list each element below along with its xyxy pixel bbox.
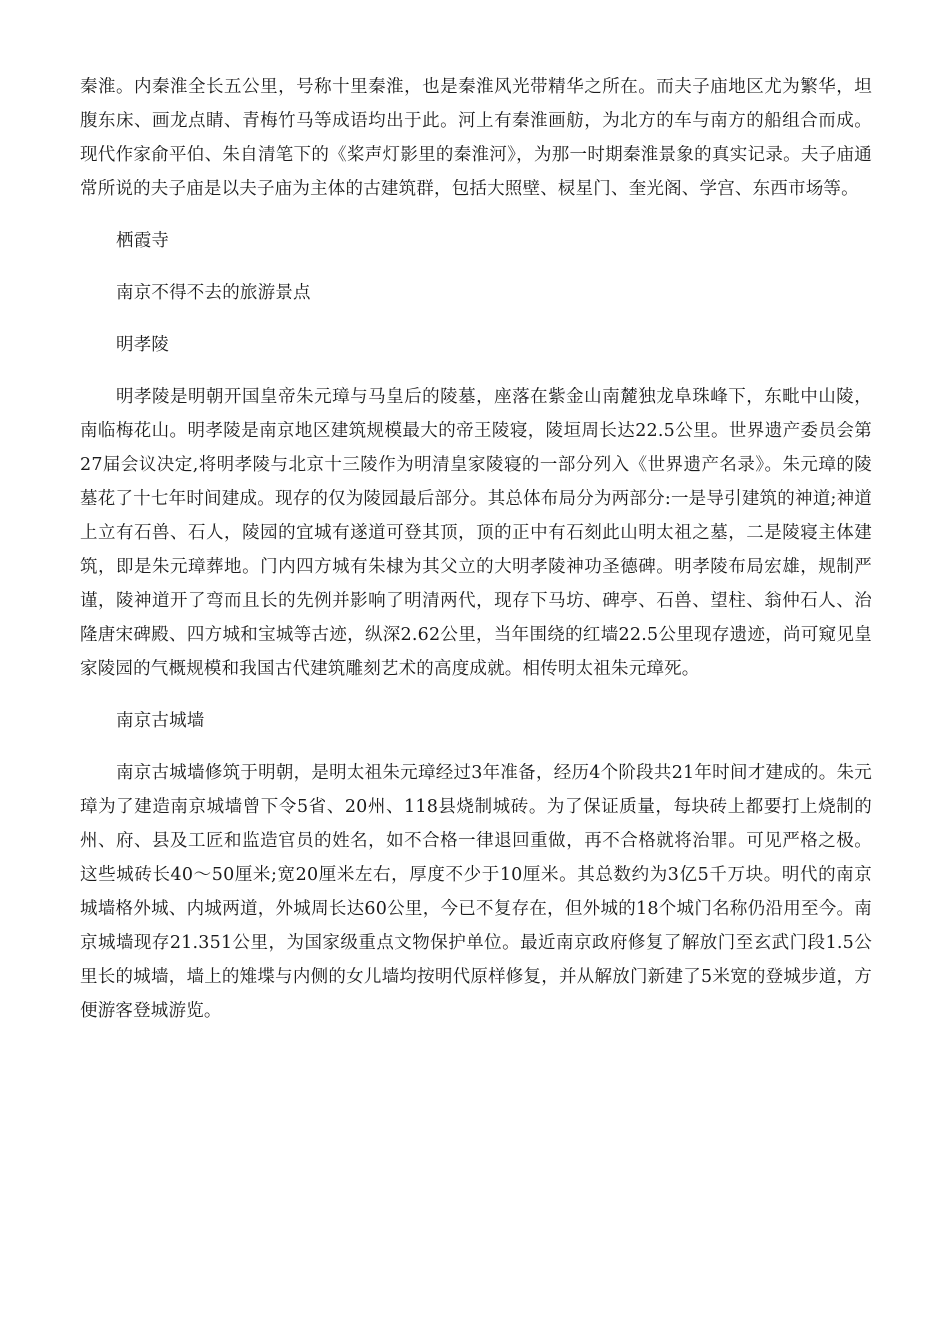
document-page [80,70,872,1028]
qixia-temple-heading: 栖霞寺 [116,231,170,251]
mingxiaoling-heading: 明孝陵 [116,335,170,355]
city-wall-heading: 南京古城墙 [116,711,205,731]
city-wall-paragraph: 南京古城墙修筑于明朝，是明太祖朱元璋经过3年准备，经历4个阶段共21年时间才建成的。朱元璋为了建造南京城墙曾下令5省、20州、118县烧制城砖。为了保证质量，每块砖上都要打上烧制的州、府、县及工匠和监造官员的姓名，如不合格一律退回重做，再不合格就将治罪。可见严格之极。这些城砖长40～50厘米;宽20厘米左右，厚度不少于10厘米。其总数约为3亿5千万块。明代的南京城墙格外城、内城两道，外城周长达60公里，今已不复存在，但外城的18个城门名称仍沿用至今。南京城墙现存21.351公里，为国家级重点文物保护单位。最近南京政府修复了解放门至玄武门段1.5公里长的城墙，墙上的雉堞与内侧的女儿墙均按明代原样修复，并从解放门新建了5米宽的登城步道，方便游客登城游览。 [80,763,872,1021]
qinhuai-paragraph: 秦淮。内秦淮全长五公里，号称十里秦淮，也是秦淮风光带精华之所在。而夫子庙地区尤为繁华，坦腹东床、画龙点睛、青梅竹马等成语均出于此。河上有秦淮画舫，为北方的车与南方的船组合而成。现代作家俞平伯、朱自清笔下的《桨声灯影里的秦淮河》，为那一时期秦淮景象的真实记录。夫子庙通常所说的夫子庙是以夫子庙为主体的古建筑群，包括大照壁、棂星门、奎光阁、学宫、东西市场等。 [80,77,872,199]
must-visit-heading: 南京不得不去的旅游景点 [116,283,311,303]
mingxiaoling-paragraph: 明孝陵是明朝开国皇帝朱元璋与马皇后的陵墓，座落在紫金山南麓独龙阜珠峰下，东毗中山陵，南临梅花山。明孝陵是南京地区建筑规模最大的帝王陵寝，陵垣周长达22.5公里。世界遗产委员会第27届会议决定,将明孝陵与北京十三陵作为明清皇家陵寝的一部分列入《世界遗产名录》。朱元璋的陵墓花了十七年时间建成。现存的仅为陵园最后部分。其总体布局分为两部分:一是导引建筑的神道;神道上立有石兽、石人，陵园的宜城有遂道可登其顶，顶的正中有石刻此山明太祖之墓，二是陵寝主体建筑，即是朱元璋葬地。门内四方城有朱棣为其父立的大明孝陵神功圣德碑。明孝陵布局宏雄，规制严谨，陵神道开了弯而且长的先例并影响了明清两代，现存下马坊、碑亭、石兽、望柱、翁仲石人、治隆唐宋碑殿、四方城和宝城等古迹，纵深2.62公里，当年围绕的红墙22.5公里现存遗迹，尚可窥见皇家陵园的气概规模和我国古代建筑雕刻艺术的高度成就。相传明太祖朱元璋死。 [80,387,872,679]
